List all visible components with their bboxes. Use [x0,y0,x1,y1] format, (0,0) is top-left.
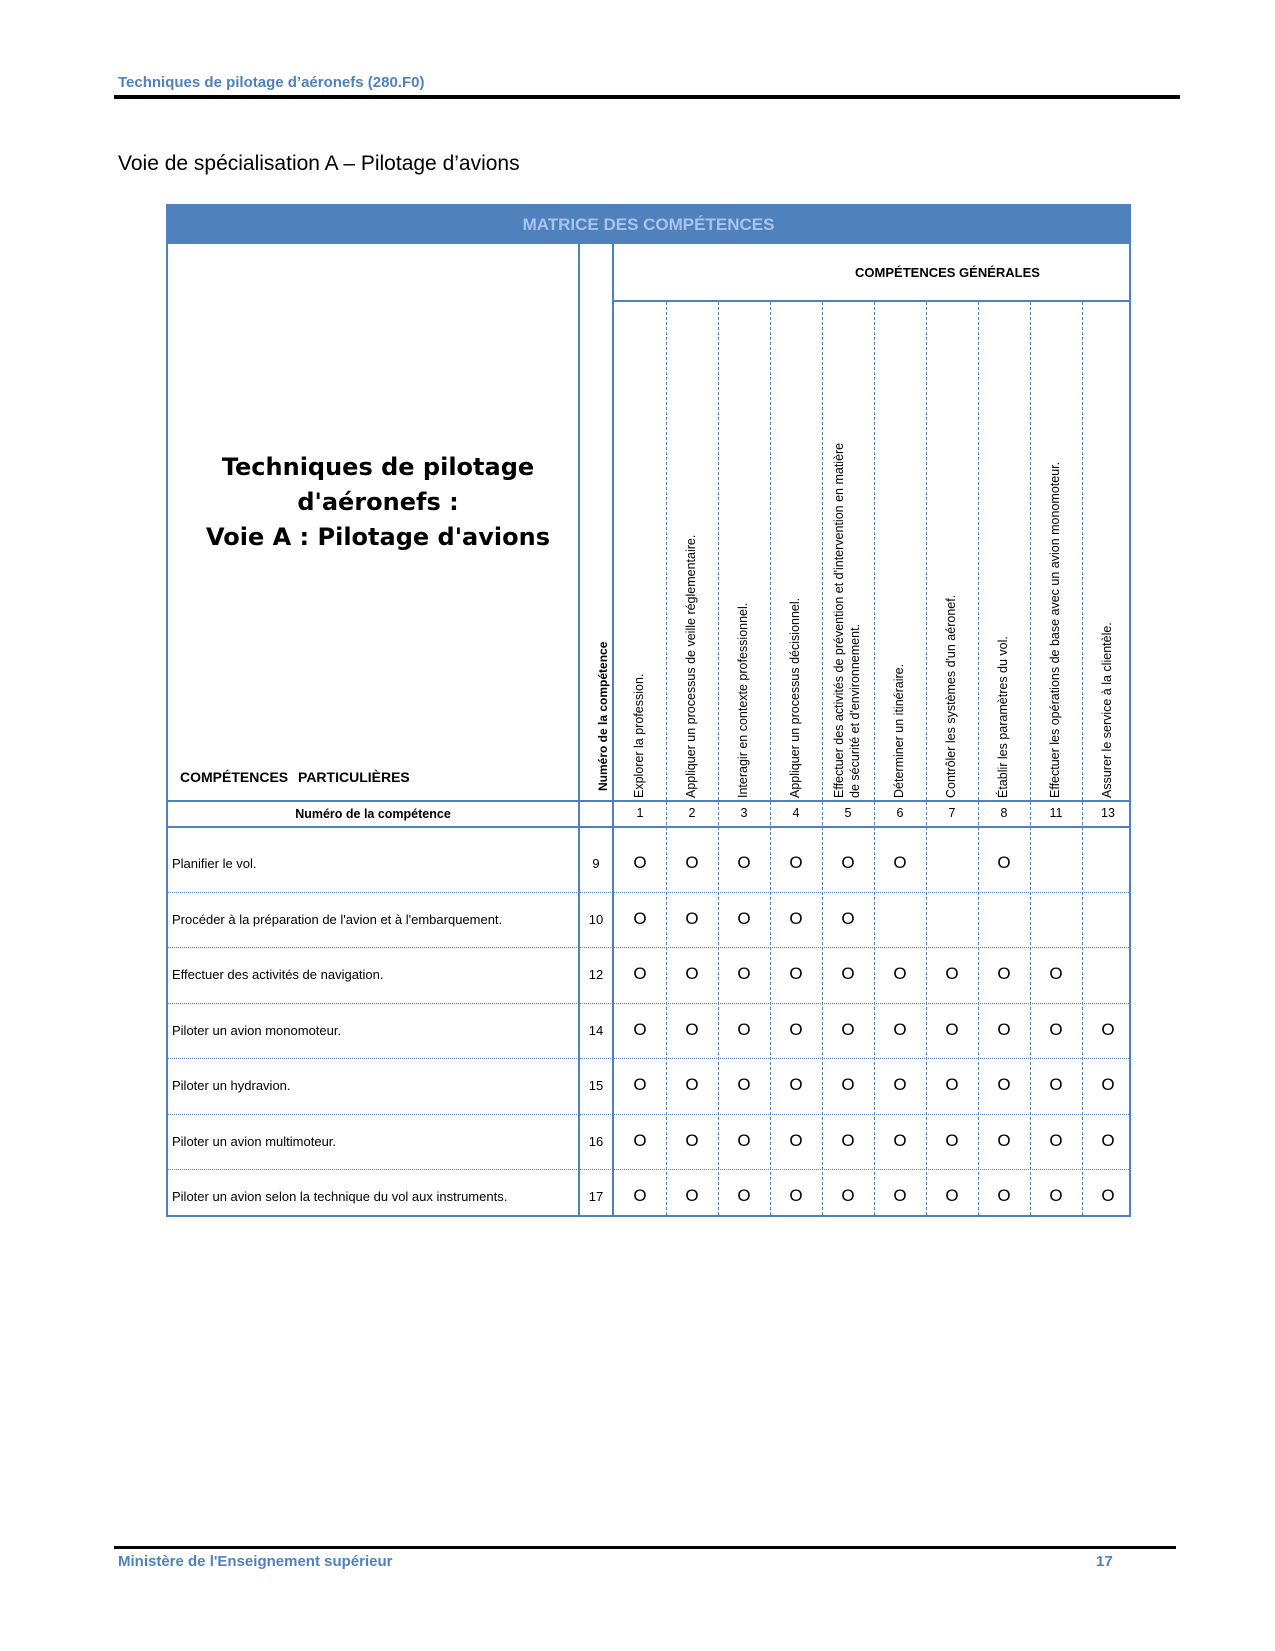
competency-link-mark: O [685,1186,699,1205]
competency-matrix [166,204,1131,1217]
competency-link-mark: O [737,1186,751,1205]
particular-competency-label: Piloter un avion multimoteur. [172,1133,337,1149]
competency-link-mark: O [737,853,751,872]
competency-link-mark: O [685,1130,699,1150]
general-title-divider [614,300,1129,302]
section-title: Voie de spécialisation A – Pilotage d’avions [118,152,520,175]
particular-competency-label: Piloter un hydravion. [172,1078,291,1093]
footer-rule [114,1546,1176,1549]
competency-link-mark: O [633,1019,647,1039]
particular-competency-number: 9 [592,856,600,871]
matrix-banner: MATRICE DES COMPÉTENCES [168,206,1129,244]
general-competency-number: 2 [688,806,696,820]
general-competency-number: 13 [1101,806,1115,820]
competency-link-mark: O [1049,1130,1063,1150]
general-competency-number: 3 [740,806,748,820]
row-divider [168,1114,1129,1115]
row-divider [168,1058,1129,1059]
competency-link-mark: O [633,853,647,872]
number-row-top-line [168,800,1129,802]
competency-link-mark: O [737,1075,751,1094]
general-competency-label: Interagir en contexte professionnel. [736,602,750,798]
particular-competency-number: 14 [588,1022,604,1038]
competency-link-mark: O [685,1019,699,1039]
competency-link-mark: O [997,1130,1011,1150]
competency-link-mark: O [945,1019,959,1039]
competency-link-mark: O [685,1075,699,1094]
competency-link-mark: O [841,908,855,928]
row-divider [168,892,1129,893]
competency-link-mark: O [737,1130,751,1150]
competency-link-mark: O [633,1130,647,1150]
competency-link-mark: O [789,1019,803,1039]
competency-link-mark: O [789,853,803,872]
row-divider [168,1003,1129,1004]
number-row-bottom-line [168,826,1129,828]
general-competency-number: 4 [792,806,800,820]
competency-link-mark: O [685,964,699,983]
competency-link-mark: O [945,1186,959,1205]
competency-link-mark: O [1049,964,1063,983]
general-competencies-title: COMPÉTENCES GÉNÉRALES [855,265,1040,280]
row-divider [168,947,1129,948]
competency-link-mark: O [893,1019,907,1039]
particular-competency-number: 17 [588,1189,604,1204]
competency-link-mark: O [841,1186,855,1205]
competency-link-mark: O [737,964,751,983]
competency-link-mark: O [893,853,907,872]
program-title-line: d'aéronefs : [297,488,459,516]
particular-competency-label: Procéder à la préparation de l'avion et à l'embarquement. [172,911,503,927]
competency-link-mark: O [841,1019,855,1039]
competency-link-mark: O [841,853,855,872]
particular-competency-label: Planifier le vol. [172,856,257,871]
running-header: Techniques de pilotage d’aéronefs (280.F0) [118,74,425,91]
competency-link-mark: O [1101,1075,1115,1094]
competency-link-mark: O [789,908,803,928]
competency-link-mark: O [841,1130,855,1150]
general-competency-label: Contrôler les systèmes d'un aéronef. [944,594,958,798]
competency-link-mark: O [1101,1186,1115,1205]
footer-ministry: Ministère de l'Enseignement supérieur [118,1553,393,1570]
competency-link-mark: O [1049,1075,1063,1094]
general-competency-label: Explorer la profession. [632,673,646,798]
particular-competencies-title: COMPÉTENCES PARTICULIÈRES [180,769,410,785]
general-competency-number: 6 [896,806,904,820]
competency-link-mark: O [1049,1186,1063,1205]
competency-link-mark: O [737,1019,751,1039]
competency-link-mark: O [789,964,803,983]
competency-link-mark: O [997,1075,1011,1094]
particular-competency-number: 10 [588,911,604,927]
program-title-line: Voie A : Pilotage d'avions [206,523,550,551]
competency-number-vertical-label: Numéro de la compétence [596,641,610,791]
general-competency-label: Établir les paramètres du vol. [996,636,1010,798]
label-column-divider [578,244,580,1215]
general-competency-label: de sécurité et d'environnement. [848,623,862,798]
competency-link-mark: O [997,853,1011,872]
number-column-divider [612,244,614,1215]
competency-link-mark: O [685,908,699,928]
general-competency-number: 8 [1000,806,1008,820]
particular-competency-label: Piloter un avion selon la technique du vol aux instruments. [172,1189,508,1204]
general-competency-label: Appliquer un processus décisionnel. [788,597,802,798]
competency-link-mark: O [945,1075,959,1094]
competency-link-mark: O [789,1130,803,1150]
program-title-line: Techniques de pilotage [221,453,535,481]
general-competency-number: 11 [1049,806,1063,820]
general-competency-label: Effectuer les opérations de base avec un avion monomoteur. [1048,461,1062,798]
competency-link-mark: O [945,1130,959,1150]
competency-link-mark: O [997,964,1011,983]
competency-link-mark: O [997,1186,1011,1205]
competency-link-mark: O [685,853,699,872]
competency-link-mark: O [737,908,751,928]
header-rule [114,95,1180,99]
general-competency-number: 7 [948,806,956,820]
competency-link-mark: O [893,964,907,983]
competency-link-mark: O [893,1130,907,1150]
competency-link-mark: O [1049,1019,1063,1039]
particular-competency-number: 15 [588,1078,604,1093]
competency-link-mark: O [841,1075,855,1094]
competency-number-row-label: Numéro de la compétence [295,807,451,821]
competency-link-mark: O [893,1186,907,1205]
general-competency-label: Appliquer un processus de veille réglementaire. [684,534,698,798]
competency-link-mark: O [945,964,959,983]
general-competency-number: 5 [844,806,852,820]
competency-link-mark: O [789,1075,803,1094]
competency-link-mark: O [633,1186,647,1205]
particular-competency-number: 16 [588,1133,604,1149]
competency-link-mark: O [789,1186,803,1205]
competency-link-mark: O [841,964,855,983]
competency-link-mark: O [1101,1130,1115,1150]
competency-link-mark: O [997,1019,1011,1039]
competency-link-mark: O [893,1075,907,1094]
general-competency-number: 1 [636,806,644,820]
competency-link-mark: O [1101,1019,1115,1039]
row-divider [168,1169,1129,1170]
particular-competency-number: 12 [588,967,604,982]
general-competency-label: Effectuer des activités de prévention et d'intervention en matière [832,442,846,798]
program-title [198,450,558,555]
particular-competency-label: Effectuer des activités de navigation. [172,967,384,982]
competency-link-mark: O [633,1075,647,1094]
general-competency-label: Assurer le service à la clientèle. [1100,622,1114,798]
particular-competency-label: Piloter un avion monomoteur. [172,1022,342,1038]
competency-link-mark: O [633,908,647,928]
competency-link-mark: O [633,964,647,983]
general-competency-label: Déterminer un itinéraire. [892,663,906,798]
page-number: 17 [1096,1553,1113,1570]
